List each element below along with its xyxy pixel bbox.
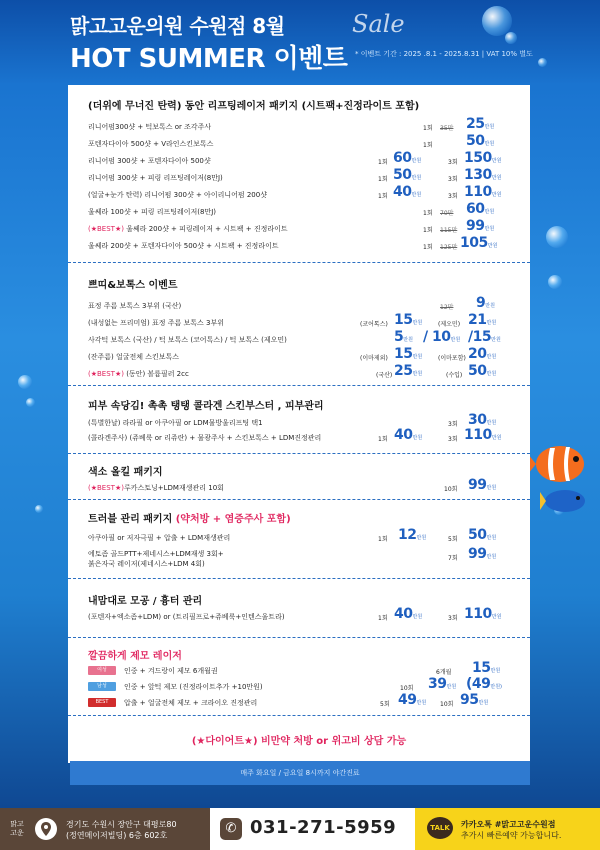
clinic-address (66, 819, 177, 841)
price-row (88, 133, 508, 150)
row-label: 1회 (378, 159, 388, 166)
price-row (88, 218, 508, 235)
section-hair-title-text: 깔끔하게 제모 레이저 (88, 651, 182, 662)
row-price: 40 (393, 184, 412, 200)
row-unit: 만원 (491, 435, 502, 441)
bubble-decoration (482, 6, 512, 36)
row-label: (수입) (446, 372, 463, 379)
section-trouble-title-text: 트러블 관리 패키지 (88, 514, 176, 525)
row-name: 울쎄라 200샷 + 피링레이저 + 시트팩 + 진정라이트 (123, 225, 288, 233)
location-pin-icon (35, 818, 57, 840)
price-row (88, 412, 508, 429)
row-unit: 만원 (484, 226, 495, 232)
address-line1: 경기도 수원시 장안구 대평로80 (66, 820, 177, 829)
price-row (88, 184, 508, 201)
row-unit: 만원 (412, 614, 423, 620)
row-unit: 만원 (491, 337, 501, 343)
row-label: (제오민) (438, 321, 461, 328)
kakao-info (461, 819, 561, 841)
section-skin-title: 피부 속당김! 촉촉 탱탱 콜라겐 스킨부스터 , 피부관리 (88, 401, 324, 412)
best-label: (★BEST★) (88, 370, 124, 378)
row-price: (49 (466, 676, 491, 692)
kakao-talk-icon: TALK (427, 817, 453, 839)
row-name-line2: 붉은자국 레이저(제네시스+LDM 4회) (88, 560, 205, 568)
section-divider (68, 385, 530, 386)
price-row (88, 116, 508, 133)
row-old-price: 12만 (440, 304, 454, 311)
row-unit: 만원 (486, 535, 497, 541)
row-label: 10회 (400, 685, 414, 692)
bubble-decoration (505, 32, 517, 44)
best-label: (★BEST★) (88, 484, 124, 492)
row-unit: 만원 (412, 320, 423, 326)
row-unit: 만원 (403, 337, 413, 343)
price-row (88, 201, 508, 218)
price-row (88, 346, 508, 363)
row-unit: 만원 (478, 700, 489, 706)
row-unit: 만원 (412, 354, 423, 360)
row-name: 에토좀 골드PTT+제네시스+LDM재생 3회+ (88, 550, 224, 558)
section-divider (68, 262, 530, 263)
row-name: (잔주름) 얼굴전체 스킨보톡스 (88, 353, 180, 361)
row-label: 1회 (423, 210, 433, 217)
row-old-price: 115만 (440, 227, 458, 234)
bubble-decoration (546, 226, 568, 248)
section-botox-title: 쁘띠&보톡스 이벤트 (88, 280, 178, 291)
clownfish-illustration (528, 438, 588, 490)
row-unit: 만원 (491, 192, 502, 198)
header-title-line1: 맑고고운의원 수원점 8월 (70, 14, 285, 38)
kakao-line2: 추가시 빠른예약 가능합니다. (461, 831, 562, 840)
row-unit: 만원 (446, 684, 457, 690)
row-name: 인중 + 겨드랑이 제모 6개월권 (124, 667, 218, 675)
row-name: 사각턱 보톡스 (국산) / 턱 보톡스 (코어톡스) / 턱 보톡스 (제오민) (88, 336, 287, 344)
row-unit: 만원 (491, 175, 502, 181)
row-price: 50 (468, 527, 487, 543)
row-name: 울쎄라 100샷 + 피링 리프팅레이저(8만J) (88, 208, 217, 216)
row-price: 9 (476, 295, 486, 311)
price-row (88, 692, 508, 709)
row-unit: 만원 (486, 354, 497, 360)
row-old-price: 70만 (440, 210, 454, 217)
row-price: 99 (468, 546, 487, 562)
clinic-logo-text: 맑고 고운 (10, 820, 24, 837)
row-price: 21 (468, 312, 487, 328)
row-price: 105 (460, 235, 488, 251)
section-divider (68, 637, 530, 638)
row-label: 5회 (448, 536, 458, 543)
row-unit: 만원 (487, 243, 498, 249)
row-label: 10회 (440, 701, 454, 708)
address-line2: (정연메이저빌딩) 6층 602호 (66, 831, 168, 840)
row-price: 5 (394, 329, 404, 345)
row-unit: 만원 (484, 209, 495, 215)
kakao-line1: 카카오톡 #맑고고운수원점 (461, 820, 556, 829)
row-price: 110 (464, 184, 492, 200)
row-price: 15 (394, 312, 413, 328)
row-unit: 만원) (490, 684, 503, 690)
row-label: 1회 (378, 536, 388, 543)
row-label: 1회 (423, 227, 433, 234)
row-price: 95 (460, 692, 479, 708)
bubble-decoration (548, 275, 562, 289)
row-label: 1회 (423, 125, 433, 132)
row-name: 리니어펌 300샷 + 포텐자다이아 500샷 (88, 157, 211, 165)
bubble-decoration (18, 375, 32, 389)
section-divider (68, 578, 530, 579)
row-price: 110 (464, 606, 492, 622)
row-unit: 만원 (490, 668, 501, 674)
phone-icon: ✆ (220, 818, 242, 840)
row-unit: 만원 (491, 158, 502, 164)
row-name: 리니어펌300샷 + 턱보톡스 or 조각주사 (88, 123, 212, 131)
row-price: 25 (466, 116, 485, 132)
price-row (88, 235, 508, 252)
row-price: 40 (394, 606, 413, 622)
price-row (88, 295, 508, 312)
phone-block[interactable] (210, 808, 415, 850)
row-unit: 만원 (412, 371, 423, 377)
row-name: 압출 + 얼굴전체 제모 + 크라이오 진정관리 (124, 699, 258, 707)
row-label: 1회 (378, 436, 388, 443)
row-name: 인중 + 앞턱 제모 (진정라이트추가 +10만원) (124, 683, 263, 691)
row-price: 50 (393, 167, 412, 183)
bubble-decoration (35, 505, 43, 513)
row-label: 1회 (378, 176, 388, 183)
price-row (88, 606, 508, 623)
section-trouble-title (88, 510, 291, 525)
price-row (88, 547, 508, 571)
row-unit: 만원 (485, 303, 495, 309)
phone-number[interactable]: 031-271-5959 (250, 817, 397, 838)
row-label: (국산) (376, 372, 393, 379)
row-label: 3회 (448, 193, 458, 200)
row-price: 99 (468, 477, 487, 493)
row-price: 130 (464, 167, 492, 183)
row-label: 7회 (448, 555, 458, 562)
row-label: 1회 (378, 615, 388, 622)
price-row (88, 329, 508, 346)
row-old-price: 35만 (440, 125, 454, 132)
row-unit: 만원 (411, 192, 422, 198)
row-price: 15 (472, 660, 491, 676)
section-pore-title: 내맘대로 모공 / 흉터 관리 (88, 596, 203, 607)
price-row (88, 527, 508, 544)
row-price: 99 (466, 218, 485, 234)
section-lifting-title: (더위에 무너진 탄력) 동안 리프팅레이저 패키지 (시트팩+진정라이트 포함) (88, 101, 420, 112)
row-name: (동안) 볼륨필러 2cc (123, 370, 189, 378)
row-price: 40 (394, 427, 413, 443)
row-price: 49 (398, 692, 417, 708)
row-price: 60 (393, 150, 412, 166)
row-label: 1회 (423, 142, 433, 149)
night-clinic-note: 매주 화요일 / 금요일 8시까지 야간진료 (70, 761, 530, 785)
row-unit: 만원 (486, 371, 497, 377)
section-divider (68, 499, 530, 500)
price-row (88, 167, 508, 184)
bluefish-illustration (540, 486, 590, 516)
row-label: 1회 (378, 193, 388, 200)
row-label: 3회 (448, 615, 458, 622)
row-price: 150 (464, 150, 492, 166)
header-title-line2: HOT SUMMER 이벤트 (70, 44, 348, 74)
row-unit: 만원 (416, 535, 427, 541)
row-price: 60 (466, 201, 485, 217)
row-label: 6개월 (436, 669, 452, 676)
section-diet-text: (★다이어트★) 비만약 처방 or 위고비 상담 가능 (191, 736, 407, 747)
tag-female: 여성 (88, 666, 116, 675)
price-row (88, 312, 508, 329)
tag-male: 남성 (88, 682, 116, 691)
row-unit: 만원 (486, 554, 497, 560)
row-unit: 만원 (416, 700, 427, 706)
row-unit: 만원 (412, 435, 423, 441)
row-name: 리니어펌 300샷 + 피링 리프팅레이저(8만J) (88, 174, 223, 182)
row-name: (얼굴+눈가 탄력) 리니어펌 300샷 + 아이리니어펌 200샷 (88, 191, 267, 199)
section-tone-title: 색소 올킬 패키지 (88, 467, 163, 478)
row-unit: 만원 (411, 175, 422, 181)
price-row (88, 363, 508, 380)
contact-bar (0, 808, 600, 850)
row-unit: 만원 (491, 614, 502, 620)
row-label: 5회 (380, 701, 390, 708)
row-price: 12 (398, 527, 417, 543)
section-divider (68, 453, 530, 454)
row-unit: 만원 (484, 141, 495, 147)
row-name: 아쿠아필 or 저자극필 + 압출 + LDM재생관리 (88, 534, 231, 542)
bubble-decoration (538, 58, 547, 67)
tag-best: BEST (88, 698, 116, 707)
row-label: (코어톡스) (360, 321, 388, 328)
row-unit: 만원 (486, 485, 497, 491)
row-label: 10회 (444, 486, 458, 493)
section-trouble-title-note: (약처방 + 염증주사 포함) (175, 514, 291, 525)
row-unit: 만원 (486, 320, 497, 326)
row-price: 50 (468, 363, 487, 379)
section-hair-title (88, 647, 182, 662)
bubble-decoration (26, 398, 35, 407)
event-period: * 이벤트 기간 : 2025 .8.1 - 2025.8.31 | VAT 10% 별도 (355, 50, 533, 58)
price-row (88, 477, 508, 494)
row-name: (콜라겐주사) (쥬베룩 or 리쥬란) + 물광주사 + 스킨보톡스 + LDM진정관리 (88, 434, 322, 442)
row-label: 3회 (448, 421, 458, 428)
row-label: 3회 (448, 436, 458, 443)
row-name: 울쎄라 200샷 + 포텐자다이아 500샷 + 시트팩 + 진정라이트 (88, 242, 279, 250)
price-row (88, 150, 508, 167)
kakao-block[interactable] (415, 808, 600, 850)
row-price: 50 (466, 133, 485, 149)
row-name: 표정 주름 보톡스 3부위 (국산) (88, 302, 182, 310)
sale-script: Sale (352, 10, 405, 38)
row-unit: 만원 (450, 337, 461, 343)
row-price: 30 (468, 412, 487, 428)
row-name: 루카스토닝+LDM재생관리 10회 (123, 484, 224, 492)
price-row (88, 676, 508, 693)
clinic-logo (6, 820, 28, 838)
row-price: 15 (394, 346, 413, 362)
row-price: /15 (468, 329, 492, 345)
price-panel (68, 85, 530, 763)
price-row (88, 427, 508, 444)
row-label: (이마제외) (360, 355, 388, 362)
section-divider (68, 715, 530, 716)
row-price: 39 (428, 676, 447, 692)
row-label: 1회 (423, 244, 433, 251)
best-label: (★BEST★) (88, 225, 124, 233)
row-price: / 10 (423, 329, 451, 345)
row-price: 25 (394, 363, 413, 379)
row-price: 20 (468, 346, 487, 362)
row-name: (특별한날) 라라필 or 아쿠아필 or LDM물방울리프팅 택1 (88, 419, 263, 427)
row-name: (포텐자+엑소좀+LDM) or (트리필프로+쥬베룩+인텐스울트라) (88, 613, 285, 621)
row-unit: 만원 (484, 124, 495, 130)
row-old-price: 125만 (440, 244, 458, 251)
address-block (0, 808, 210, 850)
row-name: 포텐자다이아 500샷 + V라인스킨보톡스 (88, 140, 214, 148)
row-label: 3회 (448, 176, 458, 183)
row-label: 3회 (448, 159, 458, 166)
row-unit: 만원 (486, 420, 497, 426)
row-unit: 만원 (411, 158, 422, 164)
row-price: 110 (464, 427, 492, 443)
row-name: (내성없는 프리미엄) 표정 주름 보톡스 3부위 (88, 319, 224, 327)
row-label: (이마포함) (438, 355, 466, 362)
